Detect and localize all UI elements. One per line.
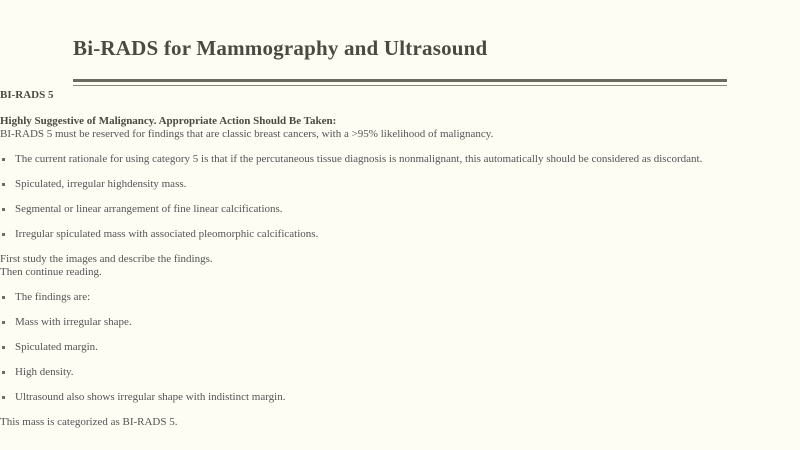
intro-text: BI-RADS 5 must be reserved for findings that are classic breast cancers, with a >95% likelihood of malignancy. bbox=[0, 128, 494, 140]
list-item: Segmental or linear arrangement of fine linear calcifications. bbox=[0, 203, 800, 216]
list-item: Spiculated, irregular highdensity mass. bbox=[0, 178, 800, 191]
list-item: High density. bbox=[0, 366, 800, 379]
list-item: Ultrasound also shows irregular shape with indistinct margin. bbox=[0, 391, 800, 404]
list-item: Spiculated margin. bbox=[0, 341, 800, 354]
subheading: Highly Suggestive of Malignancy. Appropriate Action Should Be Taken: bbox=[0, 115, 337, 127]
title-divider bbox=[73, 79, 727, 82]
findings-list bbox=[0, 291, 800, 404]
slide-body bbox=[0, 89, 800, 429]
instruction-text: Then continue reading. bbox=[0, 266, 102, 278]
list-item: The current rationale for using category 5 is that if the percutaneous tissue diagnosis is nonmalignant, this automatically should be considered as discordant. bbox=[0, 153, 800, 166]
criteria-list bbox=[0, 153, 800, 241]
conclusion-text: This mass is categorized as BI-RADS 5. bbox=[0, 416, 178, 428]
list-item: The findings are: bbox=[0, 291, 800, 304]
instruction-text: First study the images and describe the findings. bbox=[0, 253, 213, 265]
list-item: Mass with irregular shape. bbox=[0, 316, 800, 329]
page-title: Bi-RADS for Mammography and Ultrasound bbox=[73, 36, 488, 60]
section-label: BI-RADS 5 bbox=[0, 89, 54, 101]
list-item: Irregular spiculated mass with associated pleomorphic calcifications. bbox=[0, 228, 800, 241]
title-divider-thin bbox=[73, 85, 727, 86]
